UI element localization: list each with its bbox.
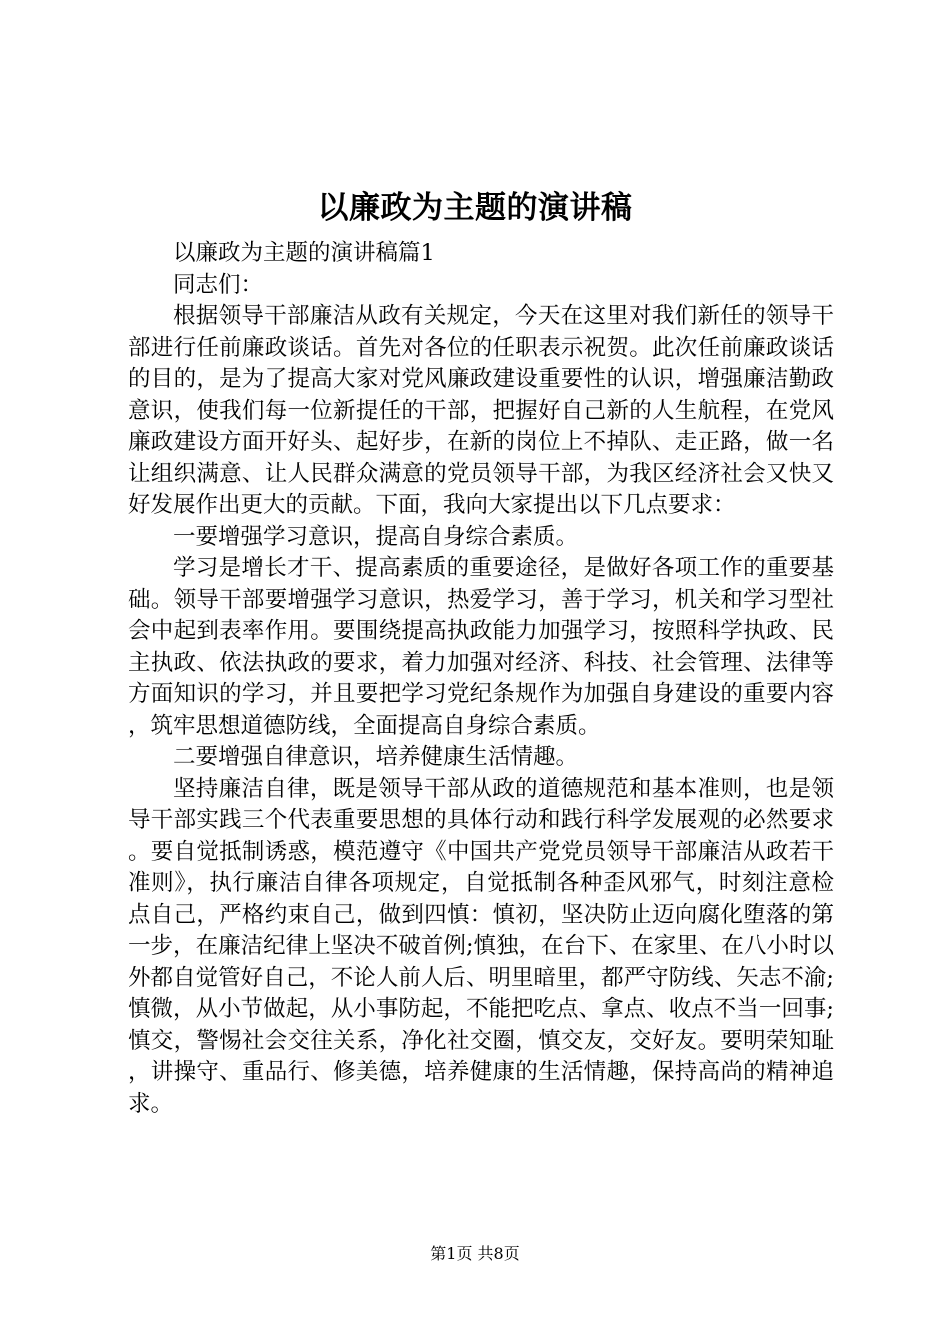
point-heading: 二要增强自律意识，培养健康生活情趣。 [173, 744, 579, 770]
point-heading: 一要增强学习意识，提高自身综合素质。 [173, 523, 579, 550]
section-heading: 以廉政为主题的演讲稿篇1 [173, 240, 435, 266]
salutation: 同志们： [173, 271, 264, 298]
document-title: 以廉政为主题的演讲稿 [317, 190, 633, 226]
page-footer: 第1页 共8页 [430, 1244, 520, 1263]
body-paragraph: 学习是增长才干、提高素质的重要途径，是做好各项工作的重要基础。领导干部要增强学习意识，热爱学习，善于学习，机关和学习型社会中起到表率作用。要围绕提高执政能力加强学习，按照科学执政、民主执政、依法执政的要求，着力加强对经济、科技、社会管理、法律等方面知识的学习，并且要把学习党纪条规作为加强自身建设的重要内容，筑牢思想道德防线，全面提高自身综合素质。 [128, 555, 834, 739]
body-paragraph: 根据领导干部廉洁从政有关规定，今天在这里对我们新任的领导干部进行任前廉政谈话。首先对各位的任职表示祝贺。此次任前廉政谈话的目的，是为了提高大家对党风廉政建设重要性的认识，增强廉洁勤政意识，使我们每一位新提任的干部，把握好自己新的人生航程，在党风廉政建设方面开好头、起好步，在新的岗位上不掉队、走正路，做一名让组织满意、让人民群众满意的党员领导干部，为我区经济社会又快又好发展作出更大的贡献。下面，我向大家提出以下几点要求： [128, 303, 834, 518]
body-paragraph: 坚持廉洁自律，既是领导干部从政的道德规范和基本准则，也是领导干部实践三个代表重要思想的具体行动和践行科学发展观的必然要求。要自觉抵制诱惑，模范遵守《中国共产党党员领导干部廉洁从政若干准则》，执行廉洁自律各项规定，自觉抵制各种歪风邪气，时刻注意检点自己，严格约束自己，做到四慎：慎初，坚决防止迈向腐化堕落的第一步，在廉洁纪律上坚决不破首例;慎独，在台下、在家里、在八小时以外都自觉管好自己，不论人前人后、明里暗里，都严守防线、矢志不渝;慎微，从小节做起，从小事防起，不能把吃点、拿点、收点不当一回事;慎交，警惕社会交往关系，净化社交圈，慎交友，交好友。要明荣知耻，讲操守、重品行、修美德，培养健康的生活情趣，保持高尚的精神追求。 [128, 775, 834, 1117]
document-body [128, 238, 834, 1120]
